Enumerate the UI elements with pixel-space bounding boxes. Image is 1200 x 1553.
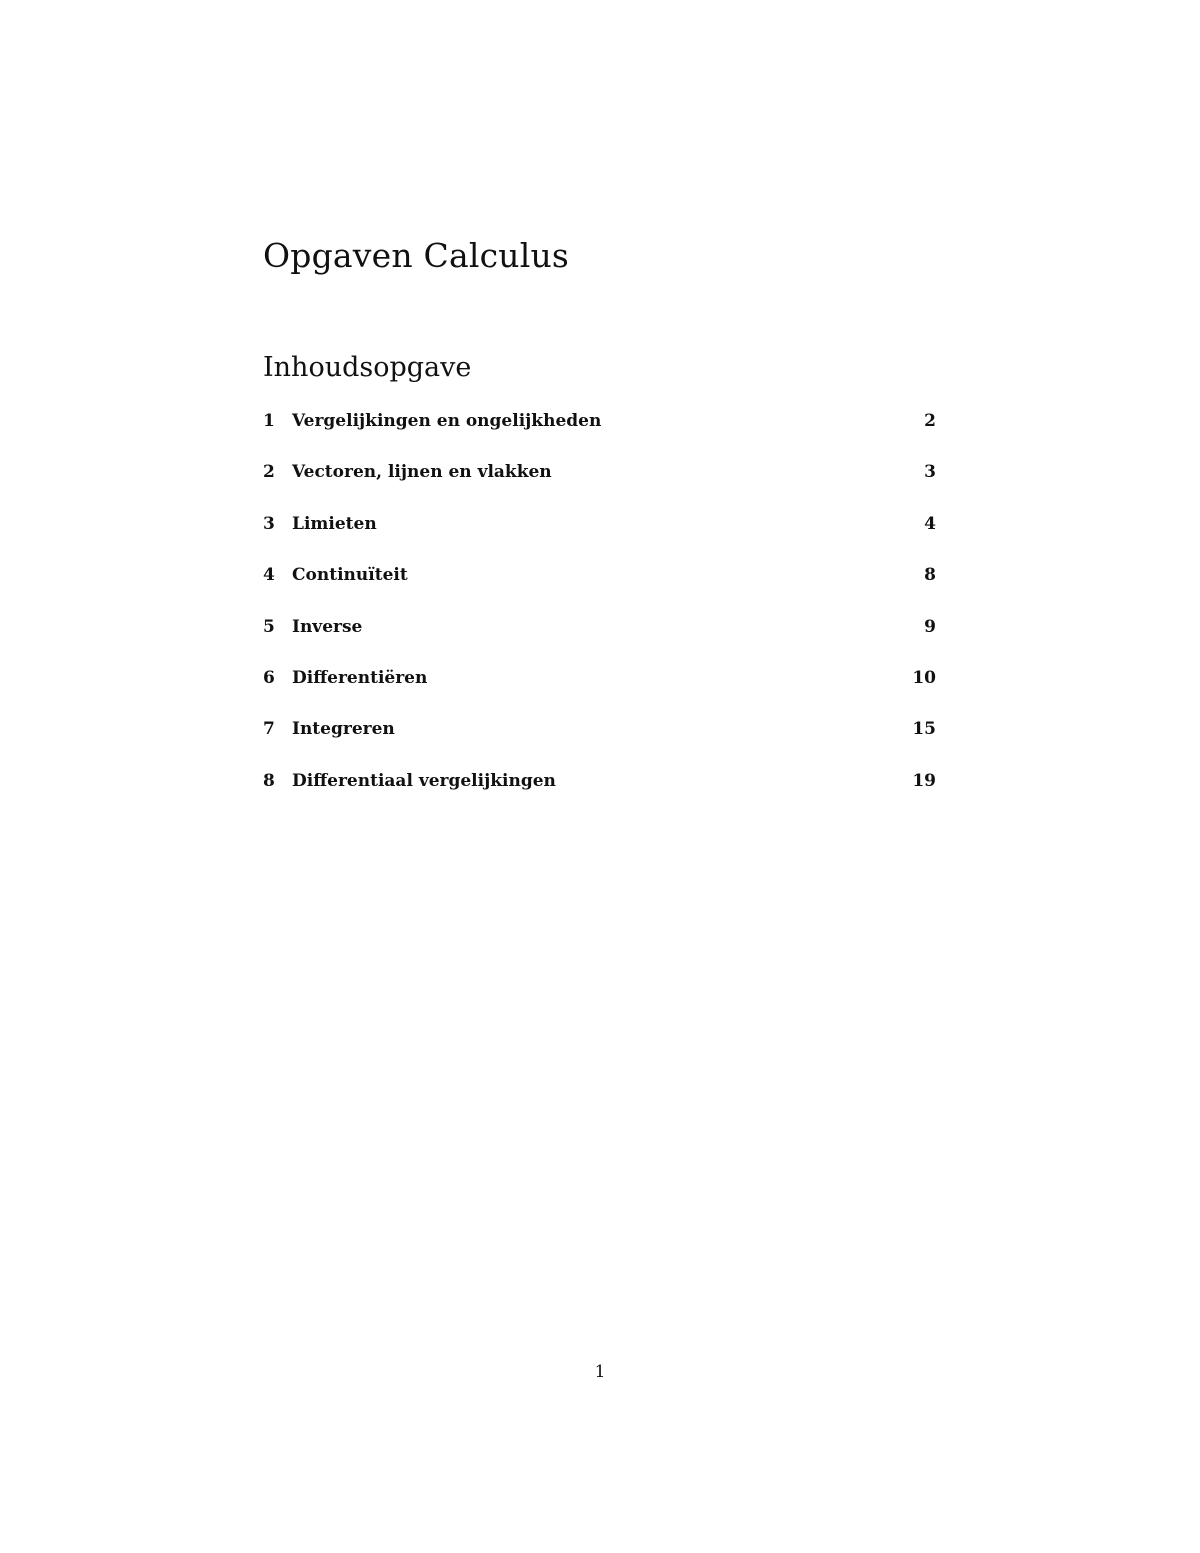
toc-entry-page: 8 bbox=[924, 565, 936, 586]
toc-entry-page: 4 bbox=[924, 513, 936, 534]
toc-entry[interactable] bbox=[263, 408, 936, 459]
toc-entry[interactable] bbox=[263, 768, 936, 819]
document-title: Opgaven Calculus bbox=[263, 236, 570, 275]
toc-entry-page: 19 bbox=[912, 770, 936, 791]
toc-entry-title: Continuïteit bbox=[292, 565, 408, 586]
table-of-contents bbox=[263, 408, 936, 819]
toc-entry-number: 4 bbox=[263, 565, 275, 586]
toc-entry-title: Differentiaal vergelijkingen bbox=[292, 770, 556, 791]
toc-entry[interactable] bbox=[263, 459, 936, 510]
toc-entry-title: Differentiëren bbox=[292, 667, 428, 688]
toc-entry-number: 6 bbox=[263, 667, 275, 688]
toc-entry-page: 3 bbox=[924, 462, 936, 483]
toc-entry-title: Vergelijkingen en ongelijkheden bbox=[292, 411, 602, 431]
toc-entry-number: 7 bbox=[263, 719, 275, 740]
toc-entry-page: 15 bbox=[912, 719, 936, 740]
toc-entry[interactable] bbox=[263, 562, 936, 613]
toc-entry-page: 2 bbox=[924, 411, 936, 431]
toc-entry[interactable] bbox=[263, 614, 936, 665]
toc-entry-number: 8 bbox=[263, 770, 275, 791]
toc-entry-number: 3 bbox=[263, 513, 275, 534]
toc-entry-title: Integreren bbox=[292, 719, 395, 740]
toc-entry-number: 5 bbox=[263, 616, 275, 637]
toc-entry-title: Inverse bbox=[292, 616, 363, 637]
toc-entry-number: 2 bbox=[263, 462, 275, 483]
toc-entry-page: 10 bbox=[912, 667, 936, 688]
page-number: 1 bbox=[594, 1362, 606, 1382]
toc-entry-page: 9 bbox=[924, 616, 936, 637]
toc-entry[interactable] bbox=[263, 665, 936, 716]
toc-heading: Inhoudsopgave bbox=[263, 352, 472, 383]
toc-entry-title: Limieten bbox=[292, 513, 377, 534]
toc-entry-title: Vectoren, lijnen en vlakken bbox=[292, 462, 552, 483]
toc-entry[interactable] bbox=[263, 716, 936, 767]
toc-entry[interactable] bbox=[263, 511, 936, 562]
toc-entry-number: 1 bbox=[263, 411, 275, 431]
